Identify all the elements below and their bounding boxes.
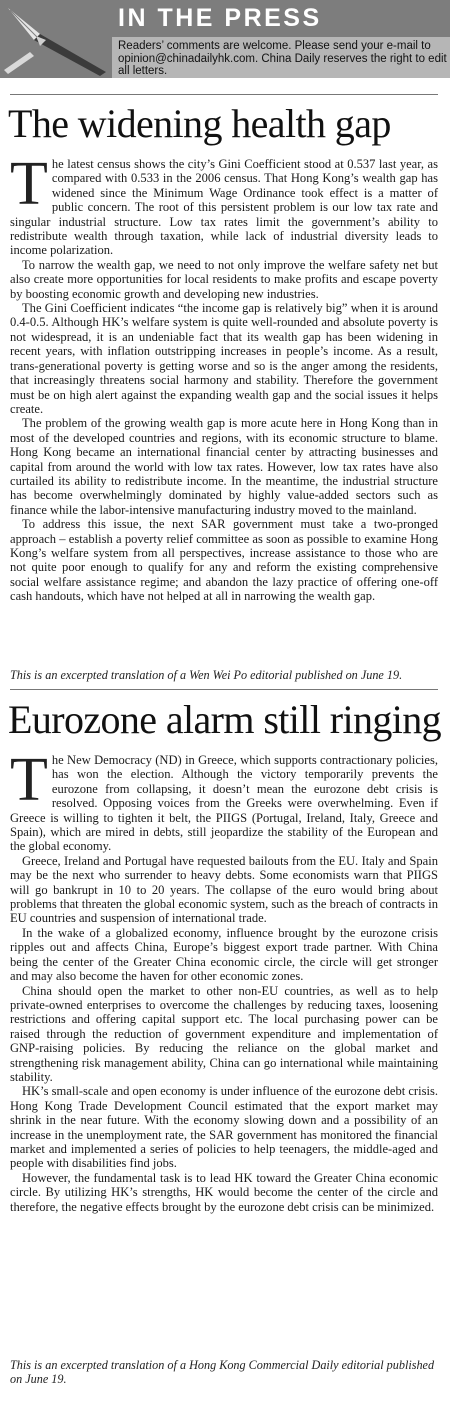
dropcap: T: [10, 746, 48, 814]
article-paragraph: Greece, Ireland and Portugal have requested bailouts from the EU. Italy and Spain may be the next who surrender to heavy debts. Some economists warn that PIIGS will go bankrupt in 10 to 20 years. The collapse of the euro would bring about problems that threaten the global economic system, such as the breach of contracts in EU countries and suspension of international trade.: [10, 853, 438, 926]
banner-note: Readers’ comments are welcome. Please send your e-mail to opinion@chinadailyhk.com. China Daily reserves the right to edit all letters.: [118, 40, 447, 78]
article-credit: This is an excerpted translation of a Wen Wei Po editorial published on June 19.: [10, 668, 403, 682]
article-paragraph: In the wake of a globalized economy, influence brought by the eurozone crisis ripples out and affects China, Europe’s biggest export trade partner. With China being the center of the Greater China economic circle, the circle will get stronger and may also become the haven for other economic zones.: [10, 925, 438, 984]
fountain-pen-icon: [0, 0, 112, 78]
article-paragraph: The Gini Coefficient indicates “the income gap is relatively big” when it is around 0.4-0.5. Although HK’s welfare system is quite well-rounded and absolute poverty is not widespread, it is an undeniable fact that its wealth gap has been widening in recent years, with inflation outstripping increases in people’s income. As a result, trans-generational poverty is getting worse and so is the anger among the residents, that increasingly threatens social harmony and stability. Therefore the government must be on high alert against the expanding wealth gap and the social issues it helps create.: [10, 301, 438, 416]
article-paragraph: To address this issue, the next SAR government must take a two-pronged approach – establish a poverty relief committee as soon as possible to examine Hong Kong’s welfare system from all perspectives, increase assistance to those who are not quite poor enough to qualify for any and reform the existing comprehensive social welfare assistance regime; and abandon the lazy practice of offering one-off cash handouts, which have not helped at all in narrowing the wealth gap.: [10, 517, 438, 604]
divider: [10, 94, 438, 95]
article-body: [10, 150, 438, 604]
divider: [10, 689, 438, 690]
dropcap: T: [10, 150, 48, 218]
article-paragraph: HK’s small-scale and open economy is under influence of the eurozone debt crisis. Hong Kong Trade Development Council estimated that the export market may shrink in the near future. With the economy slowing down and a possibility of an increase in the unemployment rate, the SAR government has monitored the financial market and implemented a series of policies to help teenagers, the middle-aged and people with disabilities find jobs.: [10, 1084, 438, 1171]
article-credit: This is an excerpted translation of a Hong Kong Commercial Daily editorial published on June 19.: [10, 1358, 435, 1386]
in-the-press-banner: [0, 0, 450, 78]
article-paragraph: he latest census shows the city’s Gini Coefficient stood at 0.537 last year, as compared with 0.533 in the 2006 census. That Hong Kong’s wealth gap has widened since the Minimum Wage Ordinance took effect is a matter of public concern. The root of this persistent problem is our low tax rate and singular industrial structure. Low tax rates limit the government’s ability to redistribute wealth through taxation, while lack of industrial diversity leads to income polarization.: [10, 157, 438, 258]
article-headline: Eurozone alarm still ringing: [8, 697, 442, 742]
article-paragraph: However, the fundamental task is to lead HK toward the Greater China economic circle. By utilizing HK’s strengths, HK would become the center of the circle and therefore, the negative effects brought by the eurozone debt crisis can be minimized.: [10, 1170, 438, 1214]
article-paragraph: China should open the market to other non-EU countries, as well as to help private-owned enterprises to overcome the challenges by reducing taxes, loosening restrictions and offering capital support etc. The local purchasing power can be raised through the reduction of government expenditure and implementation of GNP-raising policies. By reducing the reliance on the global market and strengthening risk management ability, China can go international while maintaining stability.: [10, 983, 438, 1084]
article-body: [10, 746, 438, 1214]
article-paragraph: The problem of the growing wealth gap is more acute here in Hong Kong than in most of the developed countries and regions, with its economic structure to blame. Hong Kong became an international financial center by attracting businesses and capital from around the world with low tax rates. However, low tax rates have also curtailed its ability to redistribute income. In the meantime, the industrial structure has become overwhelmingly dominated by highly value-added sectors such as finance while the labor-intensive manufacturing industry moved to the mainland.: [10, 416, 438, 517]
article-paragraph: he New Democracy (ND) in Greece, which supports contractionary policies, has won the election. Although the victory temporarily prevents the eurozone from collapsing, it doesn’t mean the eurozone debt crisis is resolved. Opposing voices from the Greeks were overwhelming. Even if Greece is willing to tighten it belt, the PIIGS (Portugal, Ireland, Italy, Greece and Spain), which are mired in debts, still jeopardize the stability of the European and the global economy.: [10, 753, 438, 854]
banner-title: IN THE PRESS: [118, 4, 322, 32]
article-headline: The widening health gap: [8, 101, 391, 146]
article-paragraph: To narrow the wealth gap, we need to not only improve the welfare safety net but also create more opportunities for local residents to make profits and escape poverty by boosting economic growth and developing new industries.: [10, 257, 438, 301]
